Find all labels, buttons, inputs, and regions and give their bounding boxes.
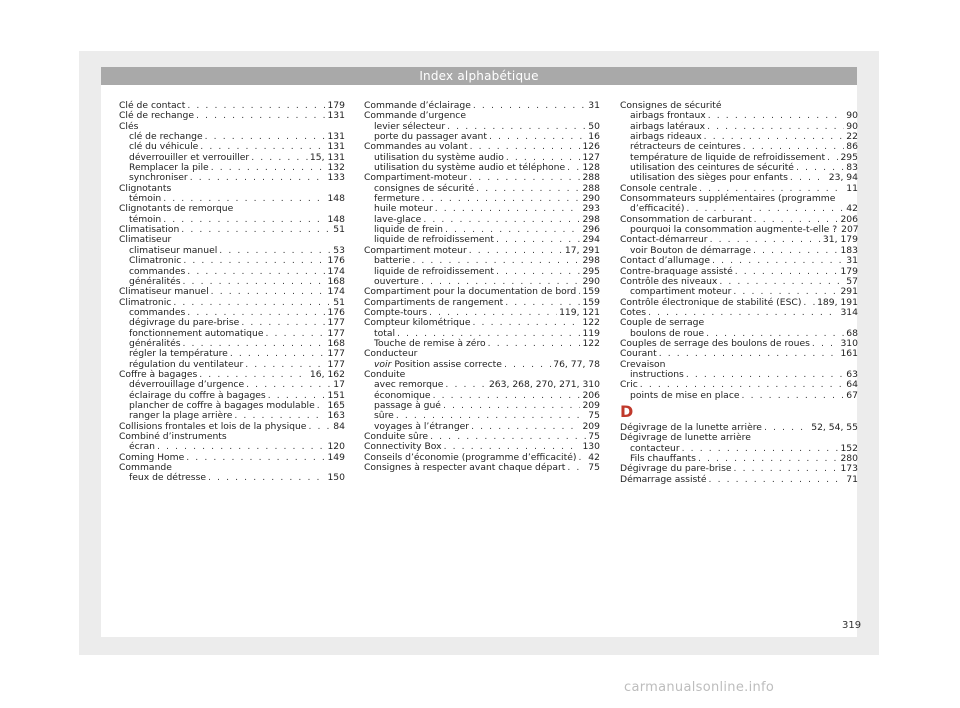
entry-page: 298 [582, 213, 600, 225]
entry-page: 288 [582, 182, 600, 194]
index-entry [119, 473, 345, 483]
entry-page: 183 [840, 244, 858, 256]
entry-page: 148 [327, 213, 345, 225]
entry-term: témoin [129, 213, 162, 225]
leader-dots [435, 204, 581, 214]
entry-term: Consommateurs supplémentaires (programme [620, 193, 836, 205]
leader-dots [430, 432, 586, 442]
leader-dots [733, 287, 838, 297]
entry-term: utilisation du système audio [374, 151, 504, 163]
leader-dots [190, 173, 326, 183]
entry-term: voyages à l’étranger [374, 420, 470, 432]
entry-term: fonctionnement automatique [129, 327, 264, 339]
entry-page: 280 [840, 453, 858, 464]
index-entry [620, 298, 858, 308]
entry-term: voir Bouton de démarrage [630, 244, 751, 256]
entry-term: utilisation des ceintures de sécurité [630, 162, 794, 174]
leader-dots [251, 153, 308, 163]
entry-term: plancher de coffre à bagages modulable [129, 399, 315, 411]
entry-term: clé du véhicule [129, 141, 199, 153]
leader-dots [469, 246, 563, 256]
entry-page: 57 [846, 275, 858, 287]
entry-term: commandes [129, 306, 186, 318]
entry-prefix: voir [374, 358, 392, 370]
entry-page: 176 [327, 306, 345, 318]
entry-page: 31, 179 [822, 234, 858, 246]
leader-dots [205, 132, 326, 142]
entry-page: 314 [840, 306, 858, 318]
entry-term: avec remorque [374, 379, 444, 391]
entry-term: Coming Home [119, 451, 185, 463]
entry-term: Compartiments de rangement [364, 296, 504, 308]
entry-term: régulation du ventilateur [129, 358, 244, 370]
leader-dots [187, 101, 325, 111]
leader-dots [753, 246, 838, 256]
leader-dots [812, 339, 839, 349]
entry-term: total [374, 327, 396, 339]
entry-term: passage à gué [374, 399, 441, 411]
entry-term: utilisation du système audio et téléphone [374, 162, 566, 174]
leader-dots [567, 463, 586, 473]
leader-dots [803, 298, 815, 308]
index-header: Index alphabétique [101, 67, 857, 85]
entry-page: 206 [840, 213, 858, 225]
entry-term: Remplacer la pile [129, 162, 209, 174]
entry-term: Conseils d’économie (programme d’efficacité) [364, 451, 577, 463]
leader-dots [469, 173, 580, 183]
leader-dots [764, 423, 809, 433]
entry-page: 179 [327, 100, 345, 111]
entry-page: 133 [327, 172, 345, 184]
leader-dots [183, 256, 325, 266]
index-entry [620, 287, 858, 297]
entry-page: 50 [588, 120, 600, 132]
entry-term: Compartiment pour la documentation de bord [364, 286, 577, 298]
entry-page: 130 [582, 441, 600, 453]
leader-dots [211, 287, 326, 297]
leader-dots [230, 349, 326, 359]
entry-term: Climatiseur manuel [119, 286, 209, 298]
entry-page: 126 [582, 141, 600, 153]
leader-dots [578, 453, 586, 463]
entry-page: 16, 162 [309, 368, 345, 380]
leader-dots [211, 163, 326, 173]
entry-term: Contact d’allumage [620, 255, 711, 267]
entry-page: 51 [333, 224, 345, 236]
entry-term: contacteur [630, 442, 680, 454]
entry-page: 63 [846, 368, 858, 380]
entry-page: 75 [588, 462, 600, 474]
entry-term: Démarrage assisté [620, 473, 707, 485]
leader-dots [423, 215, 580, 225]
entry-page: 122 [582, 337, 600, 349]
leader-dots [489, 132, 586, 142]
entry-term: Contrôle électronique de stabilité (ESC) [620, 296, 802, 308]
index-entry [364, 287, 600, 297]
entry-page: 149 [327, 451, 345, 463]
entry-page: 120 [327, 441, 345, 453]
index-entry [620, 370, 858, 380]
index-entry [119, 318, 345, 328]
entry-term: Couples de serrage des boulons de roues [620, 337, 810, 349]
index-entry [364, 318, 600, 328]
entry-page: 128 [582, 162, 600, 174]
leader-dots [472, 318, 580, 328]
index-entry [119, 256, 345, 266]
entry-page: 148 [327, 193, 345, 205]
entry-page: 152 [840, 442, 858, 454]
entry-page: 293 [582, 203, 600, 215]
leader-dots [208, 473, 325, 483]
entry-term: Conduite [364, 368, 406, 380]
entry-term: Connectivity Box [364, 441, 442, 453]
entry-page: 207 [841, 224, 859, 236]
entry-term: déverrouiller et verrouiller [129, 151, 250, 163]
entry-page: 298 [582, 255, 600, 267]
entry-term: commandes [129, 265, 186, 277]
entry-page: 17, 291 [564, 244, 600, 256]
entry-term: Contre-braquage assisté [620, 265, 733, 277]
leader-dots [181, 225, 331, 235]
entry-term: fermeture [374, 193, 420, 205]
section-letter: D [620, 401, 634, 421]
entry-term: Consommation de carburant [620, 213, 752, 225]
entry-page: 209 [582, 420, 600, 432]
entry-term: Cotes [620, 306, 647, 318]
entry-page: 90 [846, 120, 858, 132]
entry-term: Commande d’éclairage [364, 100, 471, 111]
entry-term: Contact-démarreur [620, 234, 708, 246]
leader-dots [578, 287, 580, 297]
entry-term: généralités [129, 337, 181, 349]
entry-page: 11 [846, 182, 858, 194]
leader-dots [709, 475, 845, 485]
entry-term: Compartiment moteur [364, 244, 467, 256]
entry-page: 75 [588, 410, 600, 422]
entry-term: Compteur kilométrique [364, 317, 471, 329]
entry-page: 122 [582, 317, 600, 329]
entry-page: 119, 121 [559, 306, 600, 318]
leader-dots [567, 163, 580, 173]
entry-page: 83 [846, 162, 858, 174]
index-entry [364, 401, 600, 411]
entry-page: 291 [840, 286, 858, 298]
entry-term: Climatiseur [119, 234, 172, 246]
entry-page: 75 [588, 431, 600, 442]
leader-dots [308, 422, 331, 432]
entry-page: 76, 77, 78 [553, 358, 600, 370]
entry-page: 71 [846, 473, 858, 485]
entry-term: Couple de serrage [620, 317, 705, 329]
entry-page: 177 [327, 327, 345, 339]
entry-term: feux de détresse [129, 472, 207, 484]
leader-dots [219, 246, 331, 256]
entry-term: instructions [630, 368, 684, 380]
entry-page: 68 [846, 327, 858, 339]
entry-page: 17 [333, 379, 345, 391]
leader-dots [827, 153, 838, 163]
entry-page: 52, 54, 55 [811, 421, 858, 433]
leader-dots [708, 111, 845, 121]
entry-page: 159 [582, 296, 600, 308]
entry-page: 15, 131 [309, 151, 345, 163]
index-entry [364, 256, 600, 266]
entry-page: 176 [327, 255, 345, 267]
entry-term: Console centrale [620, 182, 698, 194]
entry-page: 64 [846, 379, 858, 391]
entry-term: Dégivrage de la lunette arrière [620, 421, 762, 433]
entry-term: Climatronic [129, 255, 182, 267]
leader-dots [196, 111, 325, 121]
entry-term: Coffre à bagages [119, 368, 198, 380]
leader-dots [476, 184, 580, 194]
entry-term: Collisions frontales et lois de la physique [119, 420, 307, 432]
leader-dots [186, 453, 325, 463]
entry-page: 173 [840, 463, 858, 475]
entry-page: 174 [327, 265, 345, 277]
entry-term: d’efficacité) [630, 203, 685, 215]
entry-term: déverrouillage d’urgence [129, 379, 245, 391]
entry-term: Commande d’urgence [364, 110, 466, 122]
entry-term: airbags rideaux [630, 131, 702, 143]
entry-term: Compte-tours [364, 306, 427, 318]
entry-page: 206 [582, 389, 600, 401]
entry-term: rétracteurs de ceintures [630, 141, 741, 153]
leader-dots [445, 380, 487, 390]
entry-page: 290 [582, 193, 600, 205]
leader-dots [422, 194, 581, 204]
leader-dots [790, 173, 827, 183]
leader-dots [443, 401, 581, 411]
entry-page: 290 [582, 275, 600, 287]
entry-term: économique [374, 389, 431, 401]
leader-dots [473, 101, 586, 111]
entry-page: 263, 268, 270, 271, 310 [488, 379, 600, 391]
leader-dots [265, 329, 325, 339]
entry-page: 90 [846, 110, 858, 122]
entry-term: Dégivrage du pare-brise [620, 463, 732, 475]
entry-term: liquide de frein [374, 224, 443, 236]
entry-page: 189, 191 [817, 296, 858, 308]
entry-page: 131 [327, 131, 345, 143]
entry-term: Clignotants [119, 182, 172, 194]
entry-term: liquide de refroidissement [374, 234, 494, 246]
entry-page: 86 [846, 141, 858, 153]
entry-term: climatiseur manuel [129, 244, 218, 256]
entry-term: Contrôle des niveaux [620, 275, 718, 287]
entry-term: Touche de remise à zéro [374, 337, 486, 349]
entry-page: 23, 94 [828, 172, 858, 184]
leader-dots [682, 444, 839, 454]
entry-term: dégivrage du pare-brise [129, 317, 240, 329]
leader-dots [719, 277, 844, 287]
entry-page: 168 [327, 337, 345, 349]
leader-dots [187, 267, 325, 277]
entry-page: 177 [327, 317, 345, 329]
entry-term: Cric [620, 379, 638, 391]
entry-page: 177 [327, 358, 345, 370]
entry-term: Conduite sûre [364, 431, 429, 442]
entry-page: 295 [840, 151, 858, 163]
entry-page: 31 [588, 100, 600, 111]
entry-term: points de mise en place [630, 389, 740, 401]
entry-page: 31 [846, 255, 858, 267]
leader-dots [742, 391, 845, 401]
entry-term: Combiné d’instruments [119, 431, 227, 442]
entry-page: 16 [588, 131, 600, 143]
entry-page: 53 [333, 244, 345, 256]
leader-dots [471, 422, 580, 432]
leader-dots [734, 464, 839, 474]
entry-term: porte du passager avant [374, 131, 487, 143]
leader-dots [488, 339, 581, 349]
leader-dots [173, 298, 331, 308]
entry-term: ranger la plage arrière [129, 410, 233, 422]
entry-term: généralités [129, 275, 181, 287]
entry-term: huile moteur [374, 203, 433, 215]
entry-page: 161 [840, 348, 858, 360]
entry-term: pourquoi la consommation augmente-t-elle ? [630, 224, 838, 236]
leader-dots [163, 215, 325, 225]
page-number: 319 [842, 620, 862, 631]
entry-page: 131 [327, 110, 345, 122]
leader-dots [686, 370, 844, 380]
entry-page: 288 [582, 172, 600, 184]
entry-page: 163 [327, 410, 345, 422]
entry-term: Clignotants de remorque [119, 203, 234, 215]
entry-page: 310 [840, 337, 858, 349]
entry-term: sûre [374, 410, 394, 422]
entry-page: 179 [840, 265, 858, 277]
entry-term: boulons de roue [630, 327, 705, 339]
leader-dots [496, 267, 580, 277]
entry-page: 51 [333, 296, 345, 308]
entry-term: Compartiment-moteur [364, 172, 468, 184]
index-entry [119, 111, 345, 121]
entry-page: 42 [588, 451, 600, 463]
leader-dots [504, 360, 551, 370]
entry-page: 296 [582, 224, 600, 236]
entry-term: Climatronic [119, 296, 172, 308]
entry-term: température de liquide de refroidissement [630, 151, 826, 163]
entry-page: 42 [846, 203, 858, 215]
entry-page: 165 [327, 399, 345, 411]
entry-page: 177 [327, 348, 345, 360]
entry-term: airbags frontaux [630, 110, 706, 122]
entry-term: Consignes de sécurité [620, 100, 722, 111]
entry-page: 294 [582, 234, 600, 246]
leader-dots [707, 122, 844, 132]
entry-page: 84 [333, 420, 345, 432]
entry-term: consignes de sécurité [374, 182, 475, 194]
entry-page: 132 [327, 162, 345, 174]
entry-page: 67 [846, 389, 858, 401]
entry-term: éclairage du coffre à bagages [129, 389, 266, 401]
entry-page: 151 [327, 389, 345, 401]
entry-page: 295 [582, 265, 600, 277]
index-entry [620, 475, 858, 485]
leader-dots [433, 391, 581, 401]
entry-term: clé de rechange [129, 131, 203, 143]
index-entry [620, 318, 858, 328]
leader-dots [317, 401, 326, 411]
entry-term: témoin [129, 193, 162, 205]
entry-term: régler la température [129, 348, 228, 360]
leader-dots [241, 318, 325, 328]
index-entry [620, 391, 858, 401]
entry-term: Dégivrage de lunette arrière [620, 432, 751, 444]
entry-term: Commande [119, 462, 172, 474]
entry-page: 209 [582, 399, 600, 411]
entry-term: ouverture [374, 275, 419, 287]
entry-term: écran [129, 441, 155, 453]
entry-page: 131 [327, 141, 345, 153]
leader-dots [412, 256, 580, 266]
entry-page: 22 [846, 131, 858, 143]
entry-term: Clé de rechange [119, 110, 194, 122]
entry-term: Climatisation [119, 224, 180, 236]
leader-dots [735, 267, 839, 277]
entry-term: Conducteur [364, 348, 418, 360]
entry-page: 127 [582, 151, 600, 163]
entry-term: synchroniser [129, 172, 188, 184]
leader-dots [712, 256, 844, 266]
index-column-3 [620, 101, 858, 485]
index-column-2 [364, 101, 600, 473]
leader-dots [659, 349, 839, 359]
entry-term: Fils chauffants [630, 453, 696, 464]
entry-term: liquide de refroidissement [374, 265, 494, 277]
entry-page: 168 [327, 275, 345, 287]
entry-page: 150 [327, 472, 345, 484]
index-entry [119, 287, 345, 297]
entry-term: levier sélecteur [374, 120, 446, 132]
entry-term-text: Position assise correcte [394, 358, 502, 370]
entry-page: 119 [582, 327, 600, 339]
entry-term: Clés [119, 120, 139, 132]
entry-term: Courant [620, 348, 657, 360]
entry-term: batterie [374, 255, 411, 267]
entry-term: Consignes à respecter avant chaque départ [364, 462, 566, 474]
index-column-1 [119, 101, 345, 484]
entry-term: lave-glace [374, 213, 422, 225]
index-entry [620, 256, 858, 266]
entry-term: compartiment moteur [630, 286, 732, 298]
index-entry [364, 463, 600, 473]
entry-term: Crevaison [620, 358, 666, 370]
entry-term: airbags latéraux [630, 120, 706, 132]
entry-term: utilisation des sièges pour enfants [630, 172, 788, 184]
entry-term: Commandes au volant [364, 141, 468, 153]
entry-page: 174 [327, 286, 345, 298]
entry-term: Clé de contact [119, 100, 186, 111]
watermark: carmanualsonline.info [624, 680, 775, 695]
entry-page: 159 [582, 286, 600, 298]
